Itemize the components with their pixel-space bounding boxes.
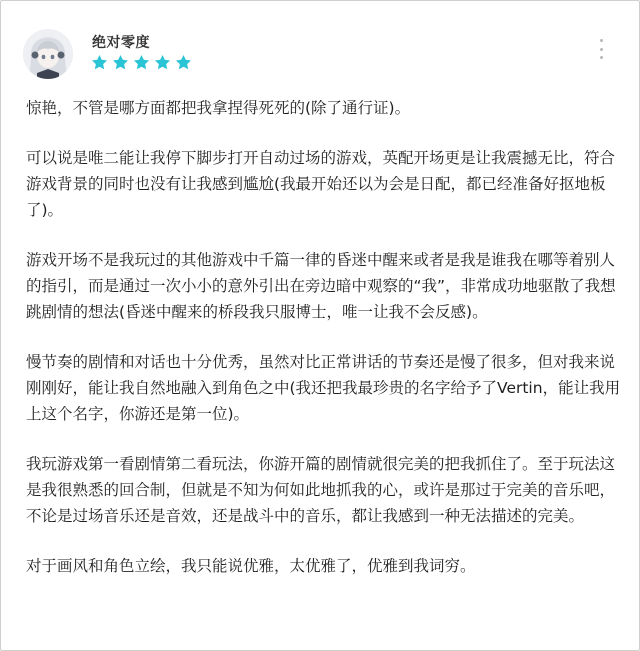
review-body <box>26 95 624 603</box>
star-icon <box>174 53 193 72</box>
review-paragraph: 惊艳，不管是哪方面都把我拿捏得死死的(除了通行证)。 <box>26 99 411 117</box>
more-dot <box>600 48 603 51</box>
star-icon <box>132 53 151 72</box>
star-icon <box>111 53 130 72</box>
review-header <box>23 29 623 81</box>
more-options-icon[interactable] <box>596 39 606 59</box>
review-paragraph: 慢节奏的剧情和对话也十分优秀，虽然对比正常讲话的节奏还是慢了很多，但对我来说刚刚好，能让我自然地融入到角色之中(我还把我最珍贵的名字给予了Vertin，能让我用上这个名字，你游还是第一位)。 <box>26 353 621 423</box>
review-paragraph: 我玩游戏第一看剧情第二看玩法，你游开篇的剧情就很完美的把我抓住了。至于玩法这是我很熟悉的回合制，但就是不知为何如此地抓我的心，或许是那过于完美的音乐吧，不论是过场音乐还是音效，还是战斗中的音乐，都让我感到一种无法描述的完美。 <box>26 455 616 525</box>
review-paragraph: 游戏开场不是我玩过的其他游戏中千篇一律的昏迷中醒来或者是我是谁我在哪等着别人的指引，而是通过一次小小的意外引出在旁边暗中观察的“我”，非常成功地驱散了我想跳剧情的想法(昏迷中醒来的桥段我只服博士，唯一让我不会反感)。 <box>26 251 616 321</box>
star-icon <box>90 53 109 72</box>
star-icon <box>153 53 172 72</box>
more-dot <box>600 56 603 59</box>
more-dot <box>600 39 603 42</box>
review-paragraph: 可以说是唯二能让我停下脚步打开自动过场的游戏，英配开场更是让我震撼无比，符合游戏背景的同时也没有让我感到尴尬(我最开始还以为会是日配，都已经准备好抠地板了)。 <box>26 149 616 219</box>
rating-stars <box>90 53 193 72</box>
avatar-image <box>23 29 73 79</box>
username[interactable]: 绝对零度 <box>92 35 150 51</box>
avatar[interactable] <box>23 29 73 79</box>
review-paragraph: 对于画风和角色立绘，我只能说优雅，太优雅了，优雅到我词穷。 <box>26 557 476 575</box>
